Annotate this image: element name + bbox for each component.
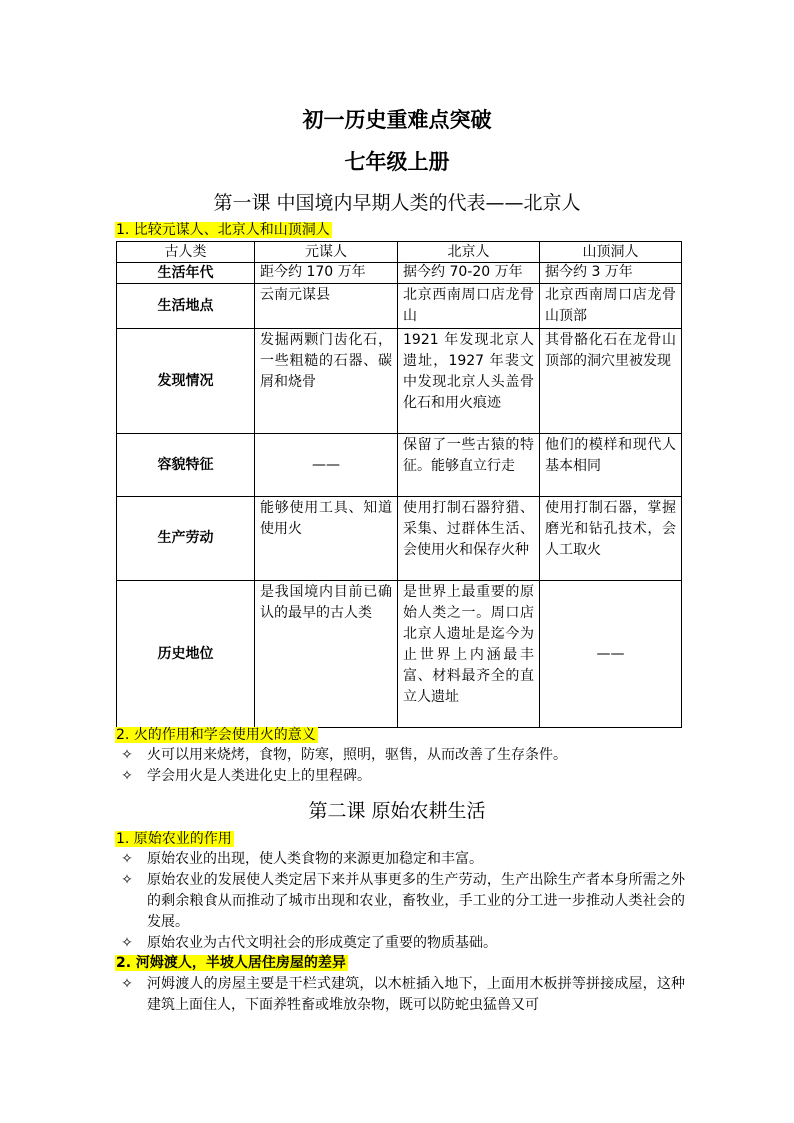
row-label: 容貌特征 bbox=[117, 434, 255, 497]
list-item bbox=[115, 766, 685, 787]
lesson2-section1-heading bbox=[115, 830, 234, 849]
lesson1-section1-heading bbox=[115, 221, 332, 240]
list-item-text: 原始农业为古代文明社会的形成奠定了重要的物质基础。 bbox=[147, 935, 497, 951]
table-header-cell: 山顶洞人 bbox=[540, 242, 682, 263]
table-cell: 他们的模样和现代人基本相同 bbox=[540, 434, 682, 497]
list-item-text: 原始农业的发展使人类定居下来并从事更多的生产劳动，生产出除生产者本身所需之外的剩余粮食从而推动了城市出现和农业，畜牧业，手工业的分工进一步推动人类社会的发展。 bbox=[147, 872, 685, 930]
table-header-cell: 古人类 bbox=[117, 242, 255, 263]
table-cell: —— bbox=[540, 581, 682, 728]
table-cell: 能够使用工具、知道使用火 bbox=[255, 497, 398, 581]
table-cell: 使用打制石器，掌握磨光和钻孔技术，会人工取火 bbox=[540, 497, 682, 581]
table-row bbox=[117, 581, 682, 728]
lesson2-section2-list bbox=[115, 974, 685, 1016]
table-row bbox=[117, 263, 682, 284]
list-item-text: 火可以用来烧烤，食物，防寒，照明，驱售，从而改善了生存条件。 bbox=[147, 747, 567, 763]
list-item bbox=[115, 745, 685, 766]
row-label: 历史地位 bbox=[117, 581, 255, 728]
table-header-row bbox=[117, 242, 682, 263]
highlight-mark: 2. 河姆渡人，半坡人居住房屋的差异 bbox=[116, 955, 346, 971]
diamond-bullet-icon: ✧ bbox=[121, 851, 133, 867]
table-row bbox=[117, 329, 682, 434]
lesson1-title: 第一课 中国境内早期人类的代表——北京人 bbox=[213, 192, 581, 214]
row-label: 发现情况 bbox=[117, 329, 255, 434]
document-title: 初一历史重难点突破 bbox=[302, 108, 492, 132]
table-row bbox=[117, 284, 682, 329]
diamond-bullet-icon: ✧ bbox=[121, 935, 133, 951]
lesson2-title: 第二课 原始农耕生活 bbox=[308, 800, 486, 822]
table-cell: 发掘两颗门齿化石，一些粗糙的石器、碳屑和烧骨 bbox=[255, 329, 398, 434]
row-label: 生产劳动 bbox=[117, 497, 255, 581]
lesson1-section2-list bbox=[115, 745, 685, 787]
table-row bbox=[117, 497, 682, 581]
comparison-table bbox=[116, 241, 682, 728]
lesson1-section2-heading bbox=[115, 726, 318, 745]
highlight-mark: 1. 原始农业的作用 bbox=[116, 831, 232, 847]
list-item bbox=[115, 870, 685, 933]
table-cell: 1921 年发现北京人遗址，1927 年裴文中发现北京人头盖骨化石和用火痕迹 bbox=[398, 329, 540, 434]
table-cell: —— bbox=[255, 434, 398, 497]
table-cell: 保留了一些古猿的特征。能够直立行走 bbox=[398, 434, 540, 497]
diamond-bullet-icon: ✧ bbox=[121, 872, 133, 888]
table-cell: 据今约 3 万年 bbox=[540, 263, 682, 284]
row-label: 生活地点 bbox=[117, 284, 255, 329]
list-item bbox=[115, 974, 685, 1016]
table-row bbox=[117, 434, 682, 497]
highlight-mark: 2. 火的作用和学会使用火的意义 bbox=[116, 727, 316, 743]
diamond-bullet-icon: ✧ bbox=[121, 976, 133, 992]
list-item-text: 学会用火是人类进化史上的里程碑。 bbox=[147, 768, 371, 784]
diamond-bullet-icon: ✧ bbox=[121, 768, 133, 784]
table-cell: 距今约 170 万年 bbox=[255, 263, 398, 284]
table-cell: 是世界上最重要的原始人类之一。周口店北京人遗址是迄今为止世界上内涵最丰富、材料最齐全的直立人遗址 bbox=[398, 581, 540, 728]
diamond-bullet-icon: ✧ bbox=[121, 747, 133, 763]
table-header-cell: 北京人 bbox=[398, 242, 540, 263]
table-cell: 北京西南周口店龙骨山顶部 bbox=[540, 284, 682, 329]
list-item bbox=[115, 933, 685, 954]
list-item bbox=[115, 849, 685, 870]
lesson2-section1-list bbox=[115, 849, 685, 954]
list-item-text: 河姆渡人的房屋主要是干栏式建筑，以木桩插入地下，上面用木板拼等拼接成屋，这种建筑上面住人，下面养牲畜或堆放杂物，既可以防蛇虫猛兽又可 bbox=[147, 976, 685, 1013]
table-cell: 使用打制石器狩猎、采集、过群体生活、会使用火和保存火种 bbox=[398, 497, 540, 581]
table-cell: 其骨骼化石在龙骨山顶部的洞穴里被发现 bbox=[540, 329, 682, 434]
table-cell: 是我国境内目前已确认的最早的古人类 bbox=[255, 581, 398, 728]
list-item-text: 原始农业的出现，使人类食物的来源更加稳定和丰富。 bbox=[147, 851, 483, 867]
row-label: 生活年代 bbox=[117, 263, 255, 284]
table-header-cell: 元谋人 bbox=[255, 242, 398, 263]
table-cell: 据今约 70-20 万年 bbox=[398, 263, 540, 284]
highlight-mark: 1. 比较元谋人、北京人和山顶洞人 bbox=[116, 222, 330, 238]
table-cell: 北京西南周口店龙骨山 bbox=[398, 284, 540, 329]
table-cell: 云南元谋县 bbox=[255, 284, 398, 329]
lesson2-section2-heading bbox=[115, 954, 348, 973]
document-subtitle: 七年级上册 bbox=[344, 150, 450, 174]
